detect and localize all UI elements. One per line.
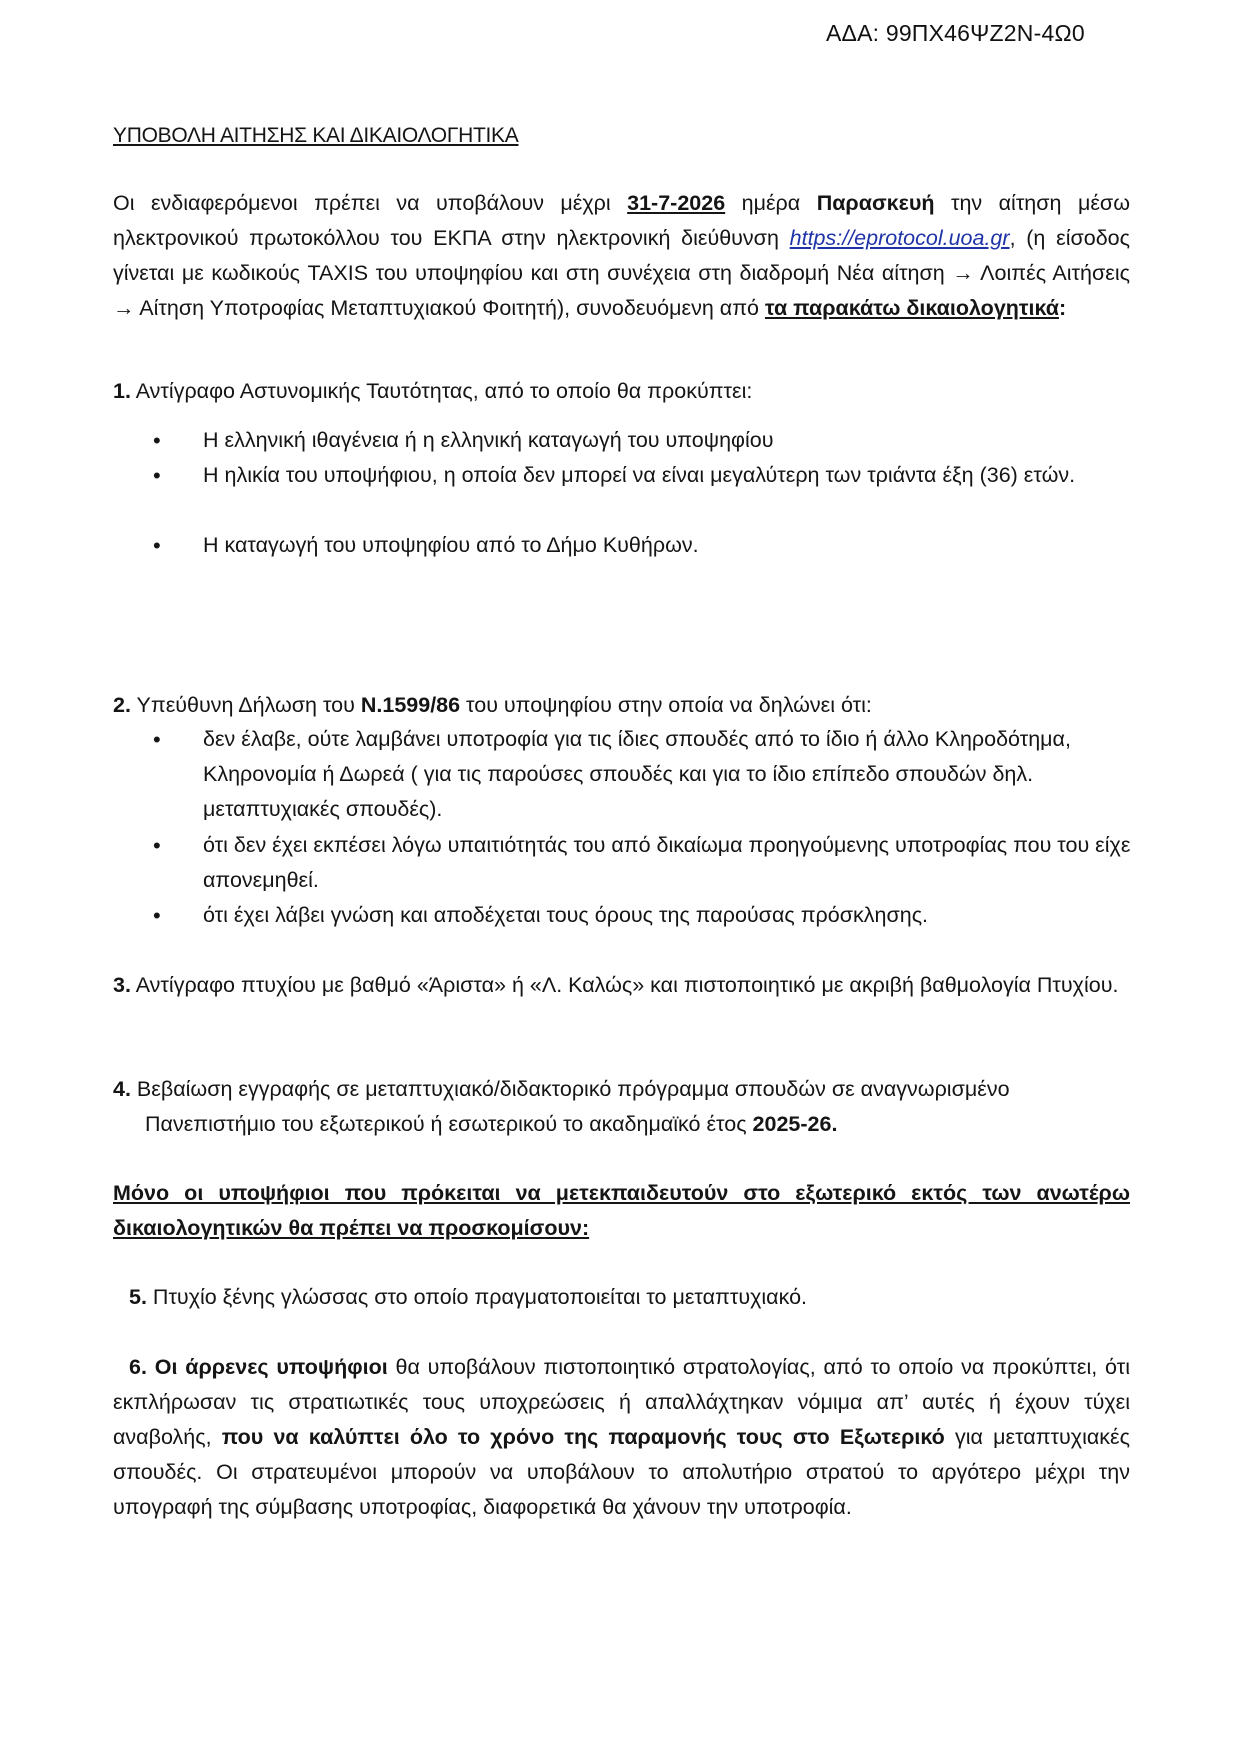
item-1 — [113, 374, 1130, 409]
list-item: • ότι δεν έχει εκπέσει λόγω υπαιτιότητάς του από δικαίωμα προηγούμενης υποτροφίας που του είχε απονεμηθεί. — [203, 828, 1133, 898]
item-number: 1. — [113, 379, 131, 403]
documents-emphasis: τα παρακάτω δικαιολογητικά — [764, 296, 1059, 320]
item-6 — [113, 1350, 1130, 1525]
item-text: του υποψηφίου στην οποία να δηλώνει ότι: — [460, 693, 872, 717]
academic-year: 2025-26. — [752, 1112, 838, 1136]
item-text: Πτυχίο ξένης γλώσσας στο οποίο πραγματοποιείται το μεταπτυχιακό. — [146, 1285, 808, 1309]
item-number: 6. — [129, 1355, 147, 1379]
law-reference: Ν.1599/86 — [360, 693, 461, 717]
eprotocol-link[interactable]: https://eprotocol.uoa.gr — [789, 226, 1010, 250]
item-text: Βεβαίωση εγγραφής σε μεταπτυχιακό/διδακτορικό πρόγραμμα σπουδών σε αναγνωρισμένο — [130, 1077, 1010, 1101]
item-text: Υπεύθυνη Δήλωση του — [130, 693, 361, 717]
coverage-emphasis: που να καλύπτει όλο το χρόνο της παραμονής τους στο Εξωτερικό — [221, 1425, 945, 1449]
deadline-day: Παρασκευή — [816, 191, 935, 215]
list-item: • ότι έχει λάβει γνώση και αποδέχεται τους όρους της παρούσας πρόσκλησης. — [203, 898, 1133, 933]
item-text: για μεταπτυχιακές σπουδές. Οι στρατευμένοι μπορούν να υποβάλουν το απολυτήριο στρατού το αργότερο μέχρι την υπογραφή της σύμβασης υποτροφίας, διαφορετικά θα χάνουν την υποτροφία. — [113, 1425, 1130, 1519]
list-item: • Η ηλικία του υποψήφιου, η οποία δεν μπορεί να είναι μεγαλύτερη των τριάντα έξη (36) ετών. — [203, 458, 1133, 493]
male-candidates-emphasis: Οι άρρενες υποψήφιοι — [146, 1355, 388, 1379]
list-item: • Η ελληνική ιθαγένεια ή η ελληνική καταγωγή του υποψηφίου — [203, 423, 1133, 458]
section-title: ΥΠΟΒΟΛΗ ΑΙΤΗΣΗΣ ΚΑΙ ΔΙΚΑΙΟΛΟΓΗΤΙΚΑ — [113, 124, 519, 147]
item-text: θα υποβάλουν πιστοποιητικό στρατολογίας, από το οποίο να προκύπτει, ότι εκπλήρωσαν τις στρατιωτικές τους υποχρεώσεις ή απαλλάχτηκαν νόμιμα απ’ αυτές ή έχουν τύχει αναβολής, — [113, 1355, 1130, 1449]
item-5 — [113, 1280, 1130, 1315]
intro-text: την αίτηση μέσω ηλεκτρονικού πρωτοκόλλου του ΕΚΠΑ στην ηλεκτρονική διεύθυνση — [113, 191, 1130, 250]
deadline-date: 31-7-2026 — [627, 191, 726, 215]
item-3 — [113, 968, 1130, 1003]
intro-text: Οι ενδιαφερόμενοι πρέπει να υποβάλουν μέχρι — [113, 191, 628, 215]
item-2 — [113, 688, 1130, 723]
intro-text: ημέρα — [725, 191, 817, 215]
list-item: • Η καταγωγή του υποψηφίου από το Δήμο Κυθήρων. — [203, 528, 1133, 563]
item-number: 4. — [113, 1077, 131, 1101]
item-text: Αντίγραφο Αστυνομικής Ταυτότητας, από το οποίο θα προκύπτει: — [130, 379, 753, 403]
intro-paragraph — [113, 186, 1130, 326]
item-number: 5. — [129, 1285, 147, 1309]
item-text: Αντίγραφο πτυχίου με βαθμό «Άριστα» ή «Λ. Καλώς» και πιστοποιητικό με ακριβή βαθμολογία Πτυχίου. — [130, 973, 1119, 997]
item-4 — [113, 1072, 1130, 1142]
abroad-note: Μόνο οι υποψήφιοι που πρόκειται να μετεκπαιδευτούν στο εξωτερικό εκτός των ανωτέρω δικαιολογητικών θα πρέπει να προσκομίσουν: — [113, 1181, 1130, 1240]
list-item: • δεν έλαβε, ούτε λαμβάνει υποτροφία για τις ίδιες σπουδές από το ίδιο ή άλλο Κληροδότημα, Κληρονομία ή Δωρεά ( για τις παρούσες σπουδές και για το ίδιο επίπεδο σπουδών δηλ. μεταπτυχιακές σπουδές). — [203, 722, 1133, 827]
intro-colon: : — [1058, 296, 1067, 320]
ada-code: ΑΔΑ: 99ΠΧ46ΨΖ2Ν-4Ω0 — [826, 20, 1085, 46]
item-number: 3. — [113, 973, 131, 997]
intro-text: , (η είσοδος γίνεται με κωδικούς TAXIS του υποψηφίου και στη συνέχεια στη διαδρομή Νέα αίτηση → Λοιπές Αιτήσεις → Αίτηση Υποτροφίας Μεταπτυχιακού Φοιτητή), συνοδευόμενη από — [113, 226, 1130, 320]
item-text: Πανεπιστήμιο του εξωτερικού ή εσωτερικού το ακαδημαϊκό έτος — [145, 1112, 753, 1136]
item-number: 2. — [113, 693, 131, 717]
